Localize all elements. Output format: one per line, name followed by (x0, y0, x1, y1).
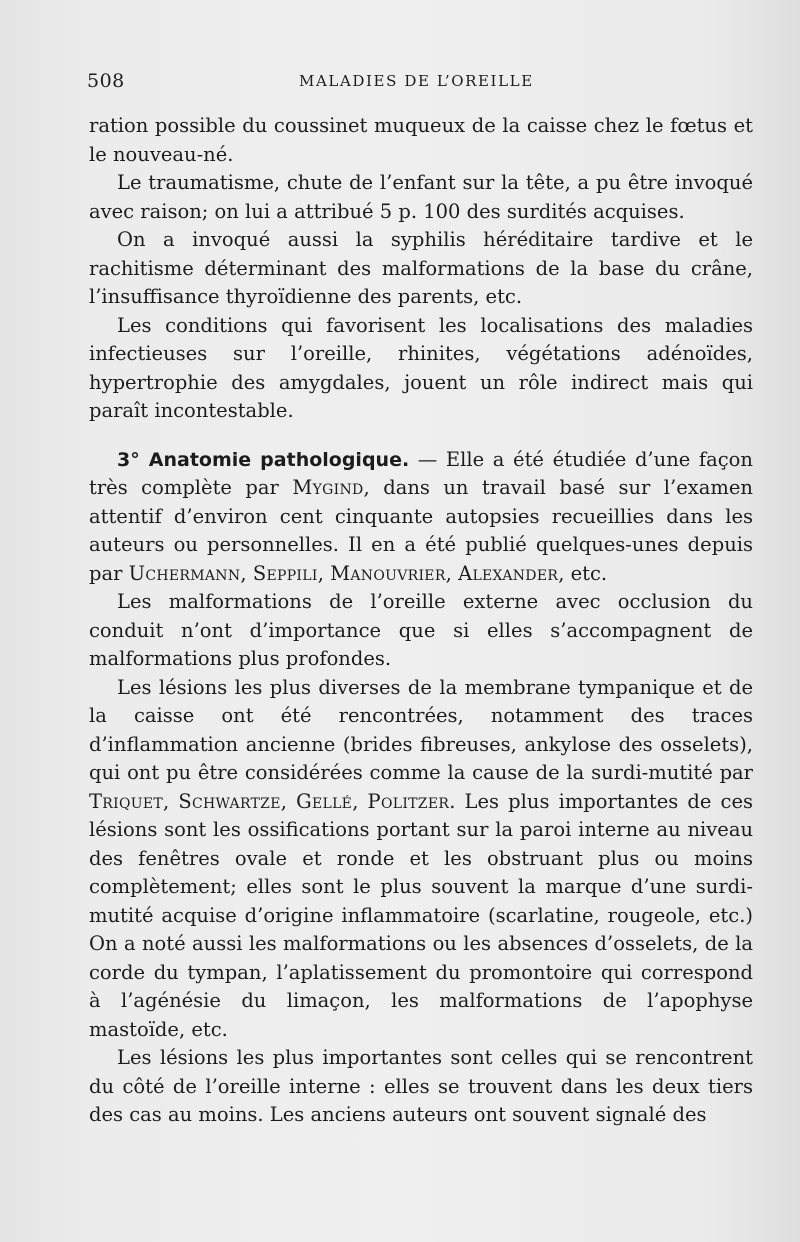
author-name: Politzer (367, 789, 450, 813)
paragraph-text: Les lésions les plus diverses de la membrane tympanique et de la caisse ont été rencontrées, notamment des traces d’inflammation ancienne (brides fibreuses, ankylose des osselets), qui ont pu être considérées comme la cause de la surdi-mutité par (89, 675, 753, 784)
page-number: 508 (87, 70, 125, 92)
author-name: Seppili (252, 561, 318, 585)
paragraph-2: Le traumatisme, chute de l’enfant sur la tête, a pu être invoqué avec raison; on lui a attribué 5 p. 100 des surdités acquises. (89, 171, 753, 223)
separator: , (163, 789, 179, 813)
paragraph-6: Les malformations de l’oreille externe avec occlusion du conduit n’ont d’importance que si elles s’accompagnent de malformations plus profondes. (89, 590, 753, 670)
paragraph-7 (89, 674, 753, 1045)
author-name: Schwartze (178, 789, 281, 813)
paragraph-text: . Les plus importantes de ces lésions sont les ossifications portant sur la paroi interne au niveau des fenêtres ovale et ronde et les obstruant plus ou moins complètement; elles sont le plus souvent la marque d’une surdi-mutité acquise d’origine inflammatoire (scarlatine, rougeole, etc.) On a noté aussi les malformations ou les absences d’osselets, de la corde du tympan, l’aplatissement du promontoire qui correspond à l’agénésie du limaçon, les malformations de l’apophyse mastoïde, etc. (89, 789, 754, 1041)
separator: , (280, 789, 297, 813)
paragraph-3: On a invoqué aussi la syphilis héréditaire tardive et le rachitisme déterminant des malformations de la base du crâne, l’insuffisance thyroïdienne des parents, etc. (89, 228, 753, 308)
author-name: Uchermann (128, 561, 241, 585)
separator: , (317, 561, 331, 585)
section-text: — Elle a été étudiée d’une façon très complète par (89, 447, 753, 499)
author-name: Gellé (296, 789, 353, 813)
author-name: Alexander (458, 561, 559, 585)
running-title: MALADIES DE L’OREILLE (299, 72, 534, 90)
section-text: , dans un travail basé sur l’examen attentif d’environ cent cinquante autopsies recueillies dans les auteurs ou personnelles. Il en a été publié quelques-unes depuis par (89, 476, 753, 585)
page-header (87, 70, 755, 98)
author-name: Triquet (89, 789, 164, 813)
author-name: Manouvrier (330, 561, 446, 585)
body-text (89, 112, 753, 1130)
separator: , (240, 561, 253, 585)
separator: , (445, 561, 459, 585)
section-heading: 3° Anatomie pathologique. (117, 448, 410, 471)
author-name: Mygind (292, 476, 364, 499)
section-text: , etc. (558, 561, 608, 585)
section-paragraph (89, 446, 753, 589)
paragraph-1: ration possible du coussinet muqueux de la caisse chez le fœtus et le nouveau-né. (89, 114, 753, 166)
paragraph-4: Les conditions qui favorisent les localisations des maladies infectieuses sur l’oreille, rhinites, végétations adénoïdes, hypertrophie des amygdales, jouent un rôle indirect mais qui paraît incontestable. (89, 313, 753, 422)
paragraph-8: Les lésions les plus importantes sont celles qui se rencontrent du côté de l’oreille interne : elles se trouvent dans les deux tiers des cas au moins. Les anciens auteurs ont souvent signalé des (89, 1046, 753, 1126)
separator: , (352, 789, 368, 813)
